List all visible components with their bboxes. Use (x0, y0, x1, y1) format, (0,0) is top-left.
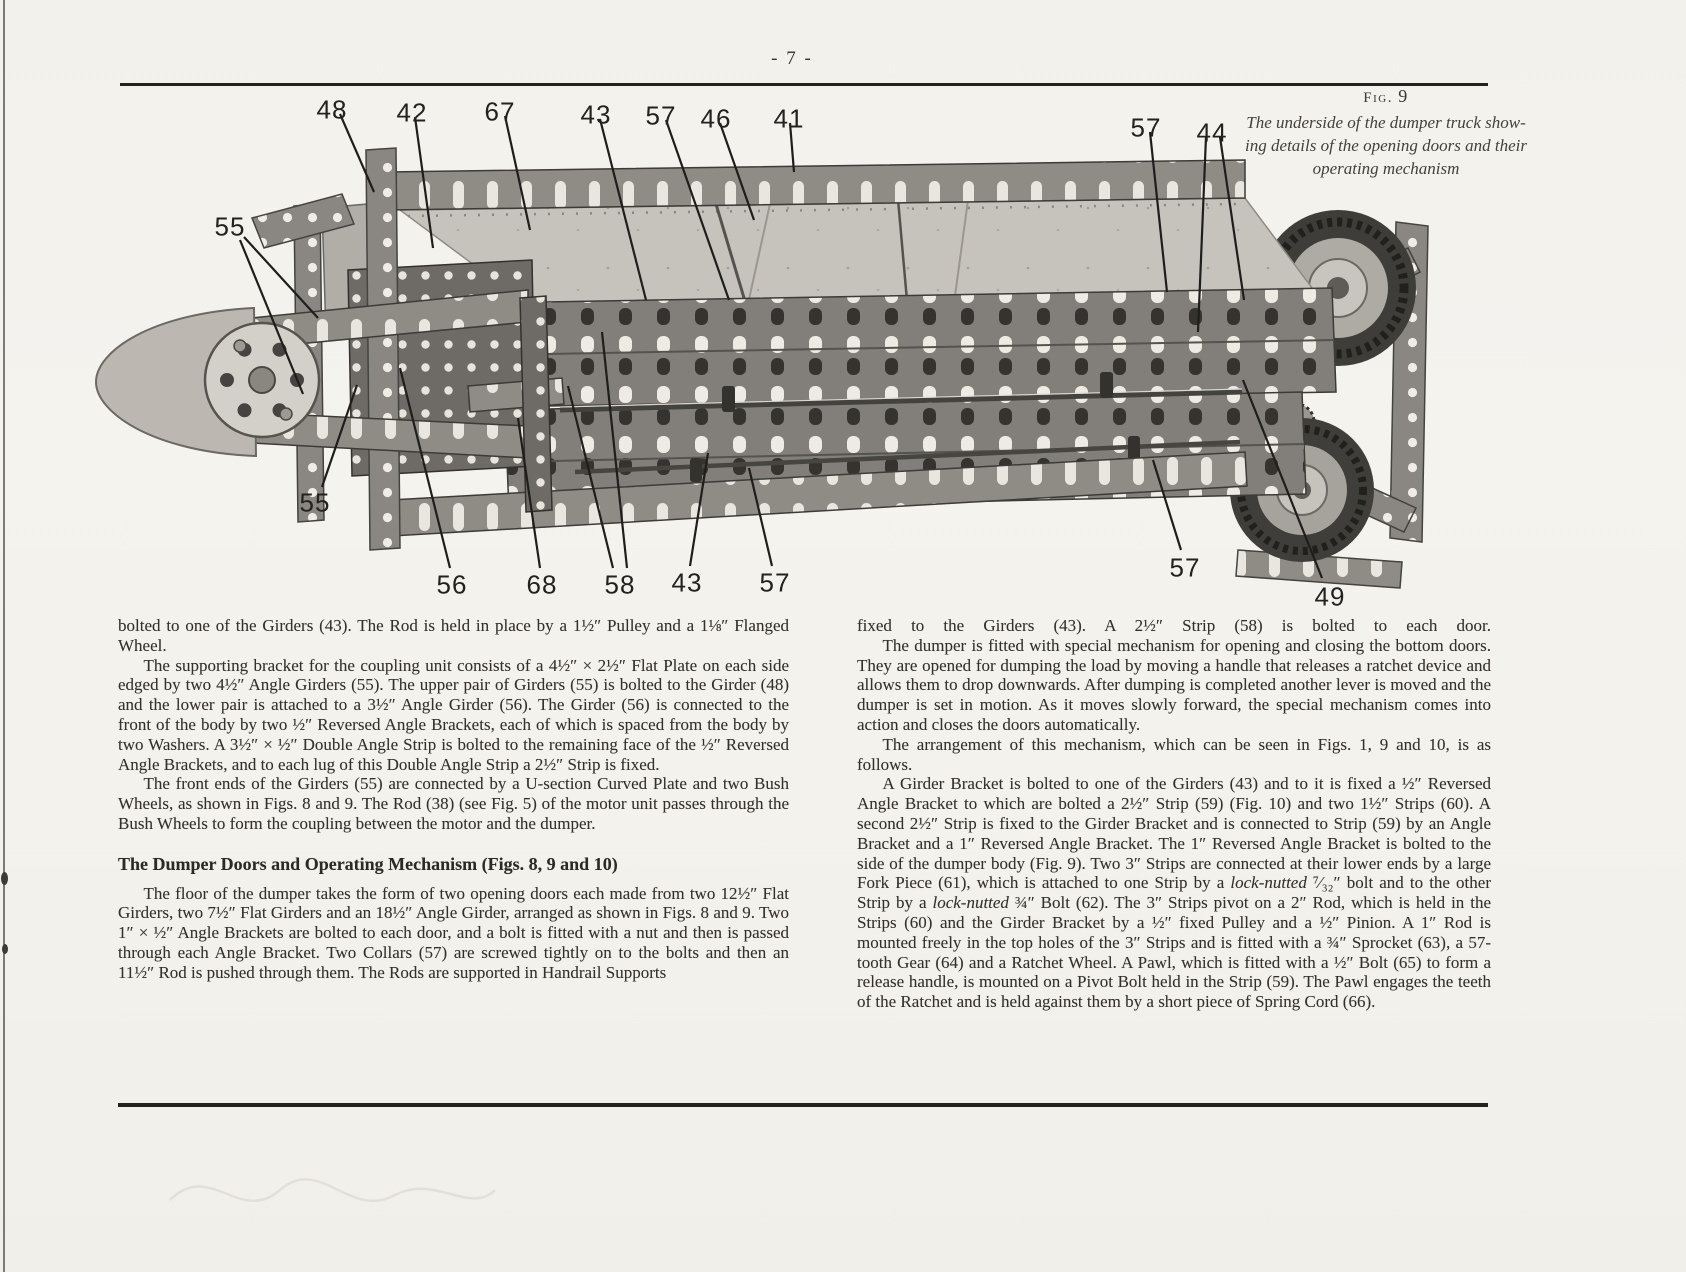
section-heading: The Dumper Doors and Operating Mechanism (Figs. 8, 9 and 10) (118, 853, 618, 874)
scan-mark (1, 872, 8, 885)
callout-41: 41 (773, 103, 805, 134)
callout-56: 56 (436, 569, 468, 600)
paragraph: fixed to the Girders (43). A 2½″ Strip (58) is bolted to each door. (857, 616, 1491, 635)
callout-42: 42 (396, 97, 428, 128)
callout-68: 68 (526, 569, 558, 600)
callout-43: 43 (671, 567, 703, 598)
callout-57: 57 (1130, 112, 1162, 143)
collar (1128, 436, 1140, 460)
paragraph: The arrangement of this mechanism, which can be seen in Figs. 1, 9 and 10, is as follows. (857, 734, 1491, 774)
paragraph: The dumper is fitted with special mechanism for opening and closing the bottom doors. They are opened for dumping the load by moving a handle that releases a ratchet device and allows them to drop downwards. After dumping is completed another lever is moved and the dumper is set in motion. As it moves slowly forward, the special mechanism comes into action and closes the doors automatically. (857, 635, 1491, 734)
callout-48: 48 (316, 94, 348, 125)
bush-wheel (205, 323, 319, 437)
callout-58: 58 (604, 569, 636, 600)
callout-57: 57 (645, 100, 677, 131)
bottom-rule (118, 1103, 1488, 1107)
callout-55: 55 (299, 487, 331, 518)
callout-55: 55 (214, 211, 246, 242)
paragraph: bolted to one of the Girders (43). The Rod is held in place by a 1½″ Pulley and a 1⅛″ Flanged Wheel. (118, 616, 789, 655)
paragraph: The front ends of the Girders (55) are connected by a U-section Curved Plate and two Bush Wheels, as shown in Figs. 8 and 9. The Rod (38) (see Fig. 5) of the motor unit passes through the Bush Wheels to form the coupling between the motor and the dumper. (118, 774, 789, 833)
collar (1100, 372, 1113, 398)
callout-43: 43 (580, 99, 612, 130)
callout-46: 46 (700, 103, 732, 134)
paragraph: The floor of the dumper takes the form of two opening doors each made from two 12½″ Flat Girders, two 7½″ Flat Girders and an 18½″ Angle Girder, arranged as shown in Figs. 8 and 9. Two 1″ × ½″ Angle Brackets are bolted to each door, and a bolt is fitted with a nut and then is passed through each Angle Bracket. Two Collars (57) are screwed tightly on to the bolts and then an 11½″ Rod is pushed through them. The Rods are supported in Handrail Supports (118, 883, 789, 982)
caption-line: operating mechanism (1312, 159, 1460, 178)
left-column (118, 616, 789, 983)
front-vertical-girder (366, 148, 400, 550)
pencil-squiggle-artifact (150, 1130, 510, 1260)
collar (722, 386, 735, 412)
right-column (857, 616, 1491, 1012)
caption-line: The underside of the dumper truck show- (1246, 113, 1526, 132)
callout-57: 57 (759, 567, 791, 598)
paragraph: The supporting bracket for the coupling unit consists of a 4½″ × 2½″ Flat Plate on each side edged by two 4½″ Angle Girders (55). The upper pair of Girders (55) is bolted to the Girder (48) and the lower pair is attached to a 3½″ Angle Girder (56). The Girder (56) is connected to the front of the body by two ½″ Reversed Angle Brackets, each of which is spaced from the body by two Washers. A 3½″ × ½″ Double Angle Strip is bolted to the remaining face of the ½″ Reversed Angle Brackets, and to each lug of this Double Angle Strip a 2½″ Strip is fixed. (118, 655, 789, 774)
paragraph: A Girder Bracket is bolted to one of the Girders (43) and to it is fixed a ½″ Reversed Angle Bracket to which are bolted a 2½″ Strip (59) (Fig. 10) and two 1½″ Strips (60). A second 2½″ Strip is fixed to the Girder Bracket and is connected to Strip (59) by an Angle Bracket and a 1″ Reversed Angle Bracket. The 1″ Reversed Angle Bracket is bolted to the side of the dumper body (Fig. 9). Two 3″ Strips are connected at their lower ends by a large Fork Piece (61), which is attached to one Strip by a lock-nutted ⁷⁄₃₂″ bolt and to the other Strip by a lock-nutted ¾″ Bolt (62). The 3″ Strips pivot on a 2″ Rod, which is held in the Strips (60) and the Girder Bracket by a ½″ fixed Pulley and a ½″ Pinion. A 1″ Rod is mounted freely in the top holes of the 3″ Strips and is fitted with a ¾″ Sprocket (63), a 57-tooth Gear (64) and a Ratchet Wheel. A Pawl, which is fitted with a ½″ Bolt (65) to form a release handle, is mounted on a Pivot Bolt held in the Strip (59). The Pawl engages the teeth of the Ratchet and is held against them by a short piece of Spring Cord (66). (857, 774, 1492, 1012)
scan-mark (2, 944, 8, 954)
callout-44: 44 (1196, 117, 1228, 148)
callout-67: 67 (484, 96, 516, 127)
figure-label: Fig. 9 (1363, 86, 1409, 106)
collar (690, 458, 702, 482)
callout-57: 57 (1169, 552, 1201, 583)
page-number: - 7 - (771, 48, 813, 69)
caption-line: ing details of the opening doors and their (1245, 136, 1527, 155)
figure-caption (1190, 86, 1582, 180)
callout-49: 49 (1314, 581, 1346, 612)
